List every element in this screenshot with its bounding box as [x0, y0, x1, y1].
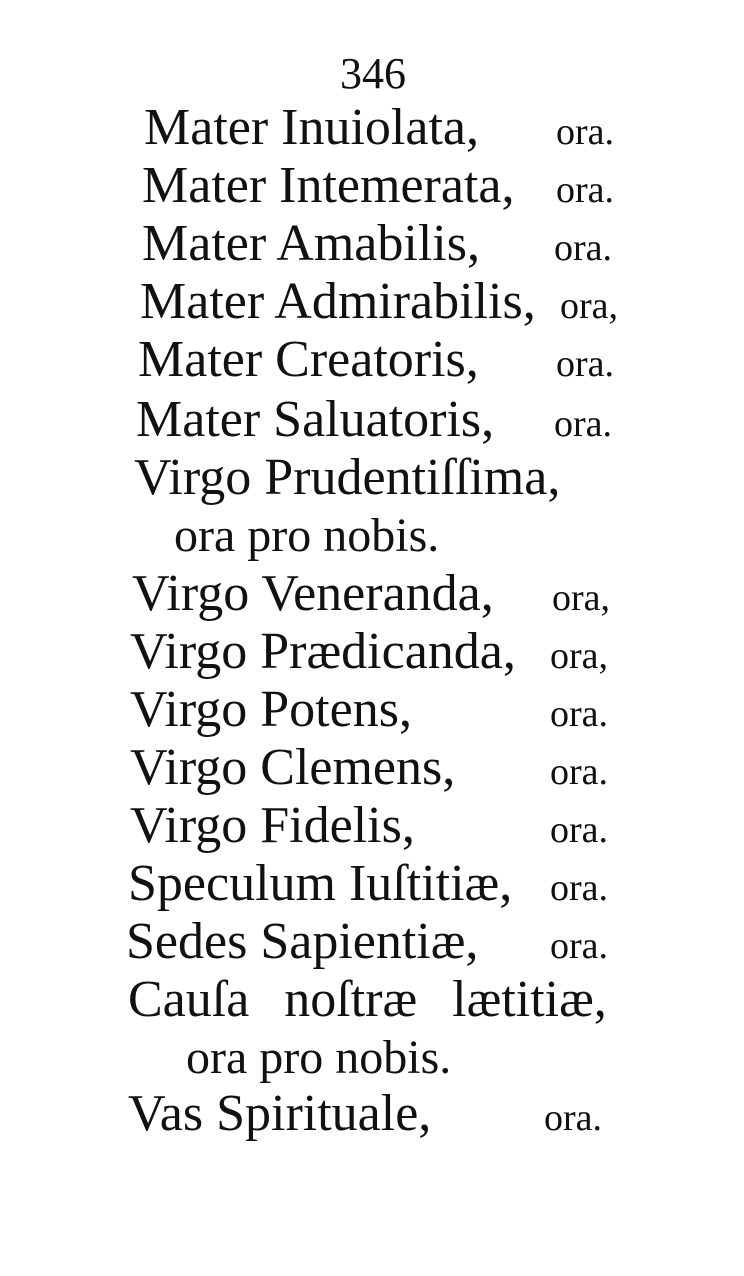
response-text: ora. [550, 751, 609, 793]
response-text: ora. [550, 693, 609, 735]
invocation-text: Virgo Potens, [130, 681, 412, 738]
page-number: 346 [340, 49, 406, 98]
invocation-text: Mater Amabilis, [142, 215, 480, 272]
response-text: ora, [560, 285, 619, 327]
invocation-text: Sedes Sapientiæ, [126, 913, 479, 970]
invocation-text: Mater Creatoris, [138, 331, 479, 388]
invocation-text: Virgo Veneranda, [132, 565, 494, 622]
response-text: ora. [556, 169, 615, 211]
invocation-text: ora pro nobis. [186, 1031, 452, 1084]
response-text: ora, [550, 635, 609, 677]
invocation-text: Virgo Prædicanda, [130, 623, 516, 680]
response-text: ora. [550, 867, 609, 909]
invocation-text: Cauſa noſtræ lætitiæ, [128, 971, 607, 1028]
invocation-text: Speculum Iuſtitiæ, [128, 855, 513, 912]
invocation-text: Mater Intemerata, [142, 157, 515, 214]
invocation-text: Virgo Clemens, [130, 739, 456, 796]
invocation-text: Mater Admirabilis, [140, 273, 536, 330]
response-text: ora. [544, 1097, 603, 1139]
invocation-text: Mater Inuiolata, [144, 99, 479, 156]
response-text: ora. [556, 111, 615, 153]
invocation-text: ora pro nobis. [174, 509, 440, 562]
response-text: ora. [550, 809, 609, 851]
response-text: ora. [554, 403, 613, 445]
invocation-text: Virgo Prudentiſſima, [134, 449, 561, 506]
invocation-text: Vas Spirituale, [128, 1085, 432, 1142]
invocation-text: Virgo Fidelis, [130, 797, 415, 854]
response-text: ora. [556, 343, 615, 385]
response-text: ora, [552, 577, 611, 619]
invocation-text: Mater Saluatoris, [136, 391, 495, 448]
response-text: ora. [550, 925, 609, 967]
response-text: ora. [554, 227, 613, 269]
